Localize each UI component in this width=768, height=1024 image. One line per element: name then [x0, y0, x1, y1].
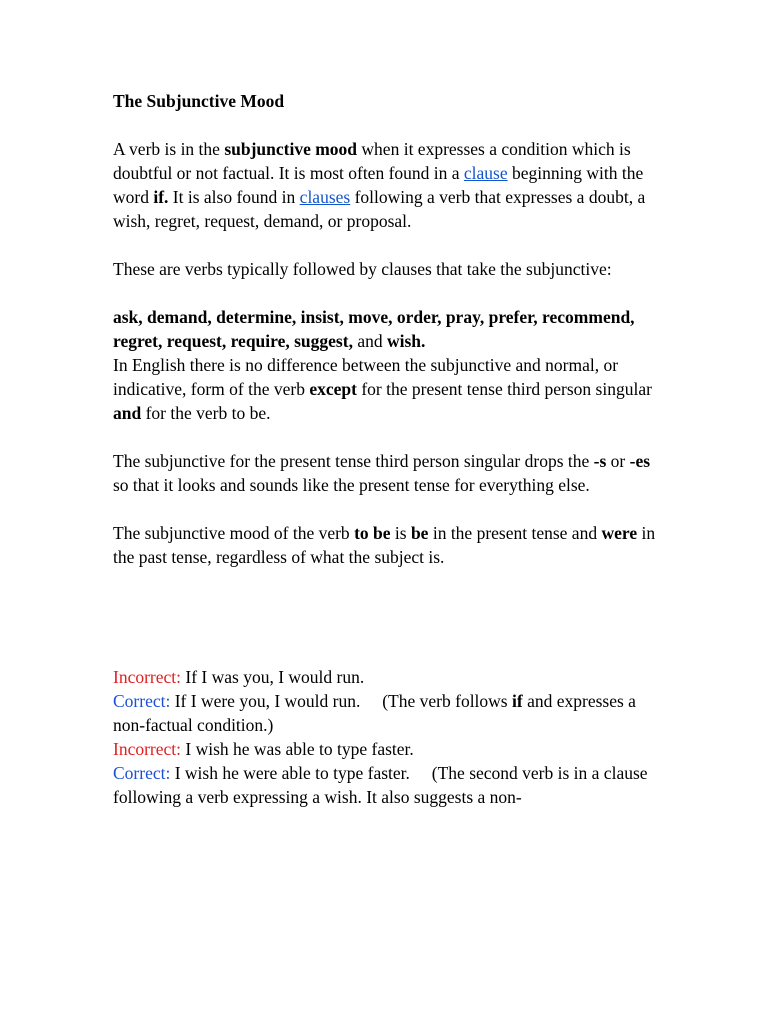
- correct-label: Correct:: [113, 763, 171, 783]
- example-text: If I were you, I would run. (The verb follows: [170, 691, 512, 711]
- text: is: [390, 523, 411, 543]
- bold-term: -s: [593, 451, 607, 471]
- incorrect-label: Incorrect:: [113, 667, 182, 687]
- verbs-list-bold: ask, demand, determine, insist, move, order, pray, prefer, recommend, regret, request, require, suggest,: [113, 307, 635, 351]
- example-text: I wish he was able to type faster.: [181, 739, 414, 759]
- bold-term: were: [601, 523, 638, 543]
- text: in the present tense and: [428, 523, 602, 543]
- verbs-list: [113, 305, 658, 353]
- text: following a verb that expresses a doubt, a wish, regret, request, demand, or proposal.: [113, 187, 646, 231]
- example-incorrect-1: [113, 665, 658, 689]
- text: and: [352, 331, 387, 351]
- text: It is also found in: [168, 187, 300, 207]
- text: for the verb to be.: [141, 403, 271, 423]
- example-correct-1: [113, 689, 658, 737]
- text: for the present tense third person singular: [356, 379, 652, 399]
- correct-label: Correct:: [113, 691, 171, 711]
- text: The subjunctive for the present tense third person singular drops the: [113, 451, 594, 471]
- text: In English there is no difference between the subjunctive and normal, or indicative, form of the verb: [113, 355, 619, 399]
- text: in the past tense, regardless of what the subject is.: [113, 523, 656, 567]
- examples-section: [113, 665, 658, 809]
- text: or: [606, 451, 630, 471]
- bold-term: if: [512, 691, 523, 711]
- paragraph-definition: [113, 137, 658, 233]
- clauses-link[interactable]: clauses: [299, 187, 351, 207]
- document-body: [113, 89, 658, 809]
- paragraph-difference: [113, 353, 658, 425]
- bold-term: be: [410, 523, 429, 543]
- clause-link[interactable]: clause: [463, 163, 508, 183]
- text: A verb is in the: [113, 139, 225, 159]
- example-text: If I was you, I would run.: [181, 667, 365, 687]
- bold-term: except: [309, 379, 357, 399]
- example-text: I wish he were able to type faster. (The second verb is in a clause following a verb expressing a wish. It also suggests a non-: [113, 763, 648, 807]
- paragraph-drops-s: [113, 449, 658, 497]
- incorrect-label: Incorrect:: [113, 739, 182, 759]
- paragraph-to-be: [113, 521, 658, 569]
- paragraph-verbs-intro: These are verbs typically followed by clauses that take the subjunctive:: [113, 259, 612, 279]
- text: when it expresses a condition which is doubtful or not factual. It is most often found in a: [113, 139, 631, 183]
- bold-term: and: [113, 403, 142, 423]
- bold-term: if.: [153, 187, 169, 207]
- document-title: The Subjunctive Mood: [113, 91, 285, 111]
- example-text: and expresses a non-factual condition.): [113, 691, 636, 735]
- text: The subjunctive mood of the verb: [113, 523, 355, 543]
- text: beginning with the word: [113, 163, 644, 207]
- bold-term: to be: [354, 523, 391, 543]
- example-incorrect-2: [113, 737, 658, 761]
- verbs-list-last: wish.: [386, 331, 426, 351]
- example-correct-2: [113, 761, 658, 809]
- text: so that it looks and sounds like the present tense for everything else.: [113, 475, 590, 495]
- vertical-space: [113, 569, 658, 665]
- bold-term: -es: [629, 451, 651, 471]
- bold-term: subjunctive mood: [224, 139, 358, 159]
